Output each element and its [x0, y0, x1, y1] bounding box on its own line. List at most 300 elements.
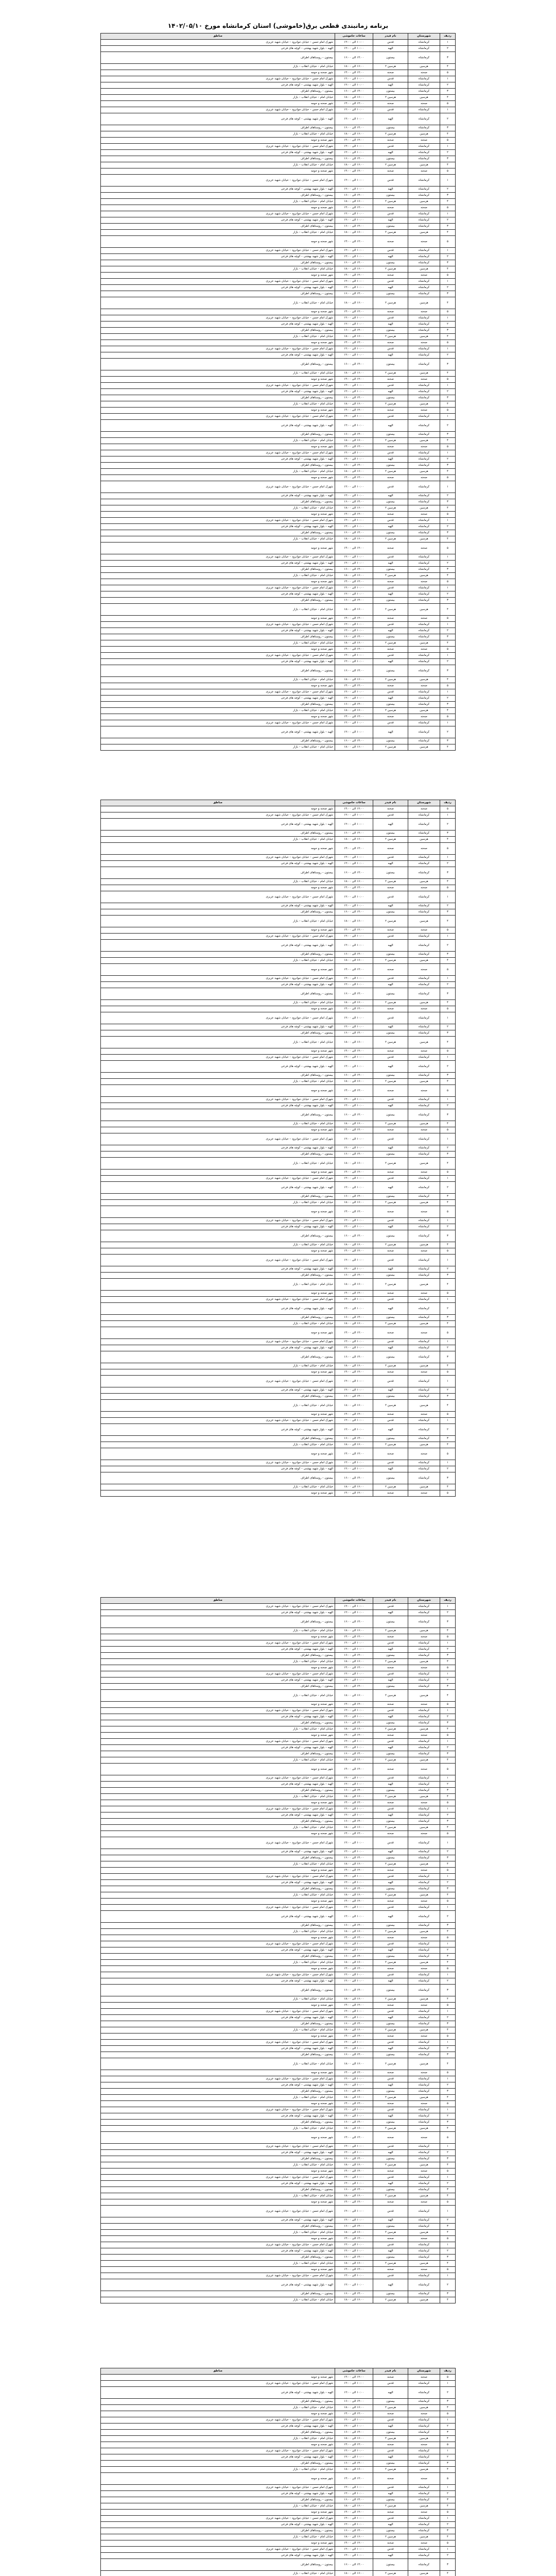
cell-time: ۱۶:۰۰ الی ۱۸:۰۰: [335, 2436, 373, 2442]
cell-areas: خیابان امام – خیابان انقلاب – بازار: [101, 401, 335, 408]
table-row: [101, 819, 456, 831]
cell-shahrestan: صحنه: [408, 2411, 440, 2417]
cell-radif: ۵: [440, 1412, 456, 1418]
table-row: [101, 309, 456, 315]
table-row: [101, 2150, 456, 2156]
cell-feeder: الهیه: [373, 726, 408, 738]
cell-radif: ۳: [440, 395, 456, 401]
table-row: [101, 1085, 456, 1097]
cell-time: ۱۴:۰۰ الی ۱۶:۰۰: [335, 988, 373, 1000]
cell-areas: بیستون – روستاهای اطراف: [101, 2399, 335, 2405]
cell-areas: شهر صحنه و حومه: [101, 2033, 335, 2040]
cell-radif: ۴: [440, 1628, 456, 1634]
table-row: [101, 1806, 456, 1812]
cell-time: ۱۰:۰۰ الی ۱۲:۰۰: [335, 1133, 373, 1145]
cell-shahrestan: کرمانشاه: [408, 1788, 440, 1794]
table-row: [101, 683, 456, 689]
cell-areas: الهیه – بلوار شهید بهشتی – کوچه های فرعی: [101, 696, 335, 702]
cell-time: ۱۴:۰۰ الی ۱۶:۰۰: [335, 2399, 373, 2405]
table-row: [101, 598, 456, 604]
cell-time: ۱۲:۰۰ الی ۱۴:۰۰: [335, 309, 373, 315]
cell-radif: ۳: [440, 1684, 456, 1690]
cell-feeder: هرسین ۲: [373, 1960, 408, 1966]
table-row: [101, 101, 456, 107]
cell-radif: ۲: [440, 46, 456, 52]
cell-feeder: هرسین ۲: [373, 1484, 408, 1490]
cell-radif: ۵: [440, 2510, 456, 2516]
cell-areas: الهیه – بلوار شهید بهشتی – کوچه های فرعی: [101, 2248, 335, 2255]
cell-radif: ۲: [440, 1182, 456, 1194]
cell-areas: شهرک امام حسن – خیابان جوانرود – خیابان شهید عزیزی: [101, 2381, 335, 2387]
table-row: [101, 2224, 456, 2230]
cell-shahrestan: صحنه: [408, 1490, 440, 1497]
cell-time: ۱۶:۰۰ الی ۱۸:۰۰: [335, 1929, 373, 1935]
cell-feeder: قدس: [373, 812, 408, 819]
cell-areas: بیستون – روستاهای اطراف: [101, 1819, 335, 1825]
cell-radif: ۴: [440, 958, 456, 964]
table-row: [101, 1665, 456, 1671]
cell-feeder: قدس: [373, 1460, 408, 1466]
cell-feeder: الهیه: [373, 2217, 408, 2224]
cell-radif: ۳: [440, 2224, 456, 2230]
table-row: [101, 1954, 456, 1960]
cell-shahrestan: کرمانشاه: [408, 598, 440, 604]
table-row: [101, 2436, 456, 2442]
cell-feeder: قدس: [373, 1133, 408, 1145]
cell-areas: بیستون – روستاهای اطراف: [101, 1073, 335, 1079]
cell-radif: ۴: [440, 1794, 456, 1800]
cell-radif: ۳: [440, 499, 456, 505]
cell-feeder: الهیه: [373, 1024, 408, 1030]
cell-shahrestan: هرسین: [408, 1794, 440, 1800]
cell-feeder: بیستون: [373, 1855, 408, 1861]
table-row: [101, 297, 456, 309]
table-row: [101, 1103, 456, 1109]
cell-time: ۱۰:۰۰ الی ۱۲:۰۰: [335, 40, 373, 46]
table-row: [101, 1151, 456, 1158]
table-row: [101, 1751, 456, 1757]
cell-feeder: هرسین ۲: [373, 958, 408, 964]
cell-shahrestan: صحنه: [408, 1899, 440, 1905]
cell-shahrestan: هرسین: [408, 1628, 440, 1634]
cell-time: ۱۰:۰۰ الی ۱۲:۰۰: [335, 2424, 373, 2430]
cell-time: ۱۴:۰۰ الی ۱۶:۰۰: [335, 1788, 373, 1794]
cell-feeder: بیستون: [373, 432, 408, 438]
cell-feeder: الهیه: [373, 940, 408, 952]
table-row: [101, 2442, 456, 2448]
cell-radif: ۲: [440, 187, 456, 193]
cell-feeder: بیستون: [373, 328, 408, 334]
cell-radif: ۲: [440, 1782, 456, 1788]
cell-shahrestan: صحنه: [408, 309, 440, 315]
cell-shahrestan: صحنه: [408, 579, 440, 585]
cell-areas: شهر صحنه و حومه: [101, 2199, 335, 2206]
table-row: [101, 1387, 456, 1394]
cell-areas: الهیه – بلوار شهید بهشتی – کوچه های فرعی: [101, 1714, 335, 1720]
cell-time: ۱۶:۰۰ الی ۱۸:۰۰: [335, 1996, 373, 2003]
cell-radif: ۳: [440, 463, 456, 469]
cell-areas: الهیه – بلوار شهید بهشتی – کوچه های فرعی: [101, 2491, 335, 2497]
cell-feeder: قدس: [373, 1806, 408, 1812]
cell-shahrestan: صحنه: [408, 714, 440, 720]
cell-areas: خیابان امام – خیابان انقلاب – بازار: [101, 1363, 335, 1369]
cell-time: ۱۲:۰۰ الی ۱۴:۰۰: [335, 512, 373, 518]
cell-radif: ۳: [440, 1616, 456, 1628]
table-row: [101, 82, 456, 89]
table-row: [101, 469, 456, 475]
cell-time: ۱۶:۰۰ الی ۱۸:۰۰: [335, 1659, 373, 1665]
cell-areas: شهرک امام حسن – خیابان جوانرود – خیابان شهید عزیزی: [101, 1837, 335, 1849]
cell-radif: ۵: [440, 2236, 456, 2242]
table-row: [101, 254, 456, 260]
cell-time: ۱۰:۰۰ الی ۱۲:۰۰: [335, 2175, 373, 2181]
cell-time: ۱۴:۰۰ الی ۱۶:۰۰: [335, 193, 373, 199]
cell-areas: شهرک امام حسن – خیابان جوانرود – خیابان شهید عزیزی: [101, 1176, 335, 1182]
cell-radif: ۱: [440, 1297, 456, 1303]
cell-shahrestan: صحنه: [408, 1665, 440, 1671]
cell-shahrestan: هرسین: [408, 573, 440, 579]
cell-time: ۱۶:۰۰ الی ۱۸:۰۰: [335, 1000, 373, 1006]
cell-radif: ۳: [440, 530, 456, 536]
table-row: [101, 1880, 456, 1886]
cell-shahrestan: صحنه: [408, 444, 440, 450]
cell-areas: خیابان امام – خیابان انقلاب – بازار: [101, 438, 335, 444]
cell-areas: شهرک امام حسن – خیابان جوانرود – خیابان شهید عزیزی: [101, 585, 335, 591]
cell-feeder: بیستون: [373, 702, 408, 708]
cell-areas: خیابان امام – خیابان انقلاب – بازار: [101, 708, 335, 714]
cell-areas: شهر صحنه و حومه: [101, 806, 335, 812]
cell-radif: ۴: [440, 1400, 456, 1412]
cell-radif: ۵: [440, 885, 456, 891]
table-row: [101, 2015, 456, 2021]
cell-areas: شهر صحنه و حومه: [101, 2473, 335, 2485]
cell-areas: خیابان امام – خیابان انقلاب – بازار: [101, 744, 335, 751]
cell-radif: ۱: [440, 812, 456, 819]
cell-radif: ۳: [440, 867, 456, 879]
cell-shahrestan: کرمانشاه: [408, 1424, 440, 1436]
cell-areas: بیستون – روستاهای اطراف: [101, 1030, 335, 1037]
cell-time: ۱۴:۰۰ الی ۱۶:۰۰: [335, 260, 373, 266]
cell-feeder: بیستون: [373, 2399, 408, 2405]
cell-feeder: الهیه: [373, 2150, 408, 2156]
cell-time: ۱۲:۰۰ الی ۱۴:۰۰: [335, 1764, 373, 1775]
cell-time: ۱۲:۰۰ الی ۱۴:۰۰: [335, 205, 373, 211]
cell-feeder: هرسین ۲: [373, 2467, 408, 2473]
cell-shahrestan: کرمانشاه: [408, 561, 440, 567]
table-row: [101, 1788, 456, 1794]
cell-areas: خیابان امام – خیابان انقلاب – بازار: [101, 1442, 335, 1448]
table-row: [101, 1671, 456, 1677]
cell-shahrestan: کرمانشاه: [408, 1978, 440, 1985]
table-row: [101, 199, 456, 205]
cell-time: ۱۴:۰۰ الی ۱۶:۰۰: [335, 2120, 373, 2126]
cell-time: ۱۲:۰۰ الی ۱۴:۰۰: [335, 543, 373, 554]
cell-shahrestan: کرمانشاه: [408, 1182, 440, 1194]
cell-time: ۱۲:۰۰ الی ۱۴:۰۰: [335, 408, 373, 414]
cell-time: ۱۴:۰۰ الی ۱۶:۰۰: [335, 1684, 373, 1690]
cell-radif: ۴: [440, 2261, 456, 2267]
table-row: [101, 2571, 456, 2576]
cell-shahrestan: کرمانشاه: [408, 2291, 440, 2297]
table-row: [101, 964, 456, 976]
table-row: [101, 861, 456, 867]
cell-shahrestan: کرمانشاه: [408, 224, 440, 230]
cell-time: ۱۰:۰۰ الی ۱۲:۰۰: [335, 819, 373, 831]
cell-shahrestan: کرمانشاه: [408, 463, 440, 469]
cell-time: ۱۰:۰۰ الی ۱۲:۰۰: [335, 1266, 373, 1273]
cell-feeder: الهیه: [373, 1978, 408, 1985]
cell-shahrestan: کرمانشاه: [408, 1097, 440, 1103]
cell-shahrestan: صحنه: [408, 543, 440, 554]
table-row: [101, 1224, 456, 1230]
table-row: [101, 1985, 456, 1996]
cell-radif: ۴: [440, 1200, 456, 1206]
cell-areas: الهیه – بلوار شهید بهشتی – کوچه های فرعی: [101, 1424, 335, 1436]
cell-radif: ۴: [440, 2571, 456, 2576]
cell-time: ۱۴:۰۰ الی ۱۶:۰۰: [335, 1315, 373, 1321]
cell-time: ۱۲:۰۰ الی ۱۴:۰۰: [335, 2199, 373, 2206]
cell-areas: خیابان امام – خیابان انقلاب – بازار: [101, 2503, 335, 2510]
cell-feeder: بیستون: [373, 2187, 408, 2193]
table-row: [101, 456, 456, 463]
cell-areas: الهیه – بلوار شهید بهشتی – کوچه های فرعی: [101, 150, 335, 156]
cell-feeder: هرسین ۲: [373, 64, 408, 70]
cell-feeder: بیستون: [373, 2528, 408, 2534]
cell-feeder: بیستون: [373, 1684, 408, 1690]
cell-time: ۱۰:۰۰ الی ۱۲:۰۰: [335, 2076, 373, 2082]
cell-feeder: قدس: [373, 1255, 408, 1266]
cell-radif: ۳: [440, 224, 456, 230]
cell-time: ۱۲:۰۰ الی ۱۴:۰۰: [335, 2375, 373, 2381]
cell-time: ۱۴:۰۰ الی ۱۶:۰۰: [335, 1073, 373, 1079]
cell-feeder: الهیه: [373, 1266, 408, 1273]
cell-feeder: بیستون: [373, 867, 408, 879]
cell-radif: ۱: [440, 383, 456, 389]
cell-shahrestan: کرمانشاه: [408, 2255, 440, 2261]
cell-radif: ۵: [440, 806, 456, 812]
cell-feeder: قدس: [373, 346, 408, 352]
cell-areas: الهیه – بلوار شهید بهشتی – کوچه های فرعی: [101, 1647, 335, 1653]
cell-time: ۱۴:۰۰ الی ۱۶:۰۰: [335, 1030, 373, 1037]
table-row: [101, 812, 456, 819]
cell-feeder: صحنه: [373, 2070, 408, 2076]
cell-areas: خیابان امام – خیابان انقلاب – بازار: [101, 370, 335, 377]
table-row: [101, 217, 456, 224]
table-row: [101, 52, 456, 64]
table-row: [101, 2175, 456, 2181]
cell-shahrestan: کرمانشاه: [408, 1436, 440, 1442]
cell-radif: ۱: [440, 248, 456, 254]
cell-time: ۱۴:۰۰ الی ۱۶:۰۰: [335, 2089, 373, 2095]
header-feeder: نام فیدر: [373, 33, 408, 40]
cell-time: ۱۶:۰۰ الی ۱۸:۰۰: [335, 2297, 373, 2303]
cell-radif: ۴: [440, 469, 456, 475]
cell-areas: شهر صحنه و حومه: [101, 444, 335, 450]
cell-radif: ۴: [440, 64, 456, 70]
cell-time: ۱۰:۰۰ الی ۱۲:۰۰: [335, 1339, 373, 1345]
cell-radif: ۴: [440, 2162, 456, 2168]
cell-areas: خیابان امام – خیابان انقلاب – بازار: [101, 1242, 335, 1248]
cell-feeder: بیستون: [373, 1923, 408, 1929]
cell-feeder: قدس: [373, 1972, 408, 1978]
cell-radif: ۳: [440, 432, 456, 438]
cell-areas: خیابان امام – خیابان انقلاب – بازار: [101, 1400, 335, 1412]
table-row: [101, 1412, 456, 1418]
table-row: [101, 1206, 456, 1218]
cell-time: ۱۶:۰۰ الی ۱۸:۰۰: [335, 64, 373, 70]
cell-time: ۱۲:۰۰ الی ۱۴:۰۰: [335, 2132, 373, 2144]
cell-radif: ۲: [440, 493, 456, 499]
cell-feeder: الهیه: [373, 254, 408, 260]
cell-radif: ۳: [440, 831, 456, 837]
cell-areas: بیستون – روستاهای اطراف: [101, 291, 335, 297]
cell-shahrestan: کرمانشاه: [408, 653, 440, 659]
cell-areas: شهر صحنه و حومه: [101, 2375, 335, 2381]
table-row: [101, 2003, 456, 2009]
table-row: [101, 273, 456, 279]
cell-areas: شهرک امام حسن – خیابان جوانرود – خیابان شهید عزیزی: [101, 1739, 335, 1745]
cell-radif: ۲: [440, 2082, 456, 2089]
cell-feeder: بیستون: [373, 395, 408, 401]
cell-shahrestan: کرمانشاه: [408, 481, 440, 493]
cell-radif: ۴: [440, 1079, 456, 1085]
cell-shahrestan: کرمانشاه: [408, 585, 440, 591]
cell-areas: شهر صحنه و حومه: [101, 512, 335, 518]
cell-radif: ۱: [440, 1460, 456, 1466]
cell-time: ۱۴:۰۰ الی ۱۶:۰۰: [335, 1273, 373, 1279]
cell-feeder: بیستون: [373, 738, 408, 744]
cell-radif: ۲: [440, 113, 456, 125]
cell-radif: ۳: [440, 89, 456, 95]
cell-shahrestan: کرمانشاه: [408, 2144, 440, 2150]
cell-time: ۱۰:۰۰ الی ۱۲:۰۰: [335, 2279, 373, 2291]
table-row: [101, 659, 456, 665]
cell-feeder: صحنه: [373, 377, 408, 383]
cell-radif: ۳: [440, 598, 456, 604]
cell-feeder: صحنه: [373, 1412, 408, 1418]
cell-radif: ۴: [440, 370, 456, 377]
cell-areas: خیابان امام – خیابان انقلاب – بازار: [101, 1861, 335, 1868]
cell-feeder: بیستون: [373, 89, 408, 95]
cell-feeder: بیستون: [373, 125, 408, 131]
cell-feeder: قدس: [373, 1905, 408, 1911]
cell-feeder: الهیه: [373, 1849, 408, 1855]
cell-shahrestan: کرمانشاه: [408, 2497, 440, 2503]
cell-radif: ۵: [440, 273, 456, 279]
cell-time: ۱۶:۰۰ الی ۱۸:۰۰: [335, 1079, 373, 1085]
cell-time: ۱۴:۰۰ الی ۱۶:۰۰: [335, 432, 373, 438]
cell-shahrestan: کرمانشاه: [408, 1739, 440, 1745]
cell-radif: ۴: [440, 2467, 456, 2473]
cell-areas: الهیه – بلوار شهید بهشتی – کوچه های فرعی: [101, 82, 335, 89]
cell-radif: ۴: [440, 2405, 456, 2411]
table-row: [101, 1757, 456, 1764]
cell-feeder: بیستون: [373, 1886, 408, 1892]
table-row: [101, 46, 456, 52]
cell-feeder: هرسین ۲: [373, 2261, 408, 2267]
table-row: [101, 2553, 456, 2559]
cell-time: ۱۴:۰۰ الی ۱۶:۰۰: [335, 1351, 373, 1363]
cell-radif: ۱: [440, 1972, 456, 1978]
table-row: [101, 1012, 456, 1024]
cell-feeder: صحنه: [373, 647, 408, 653]
cell-areas: خیابان امام – خیابان انقلاب – بازار: [101, 837, 335, 843]
cell-time: ۱۴:۰۰ الی ۱۶:۰۰: [335, 2187, 373, 2193]
cell-feeder: قدس: [373, 1837, 408, 1849]
cell-shahrestan: کرمانشاه: [408, 2522, 440, 2528]
cell-time: ۱۰:۰۰ الی ۱۲:۰۰: [335, 1880, 373, 1886]
table-row: [101, 1960, 456, 1966]
cell-shahrestan: هرسین: [408, 1442, 440, 1448]
cell-time: ۱۲:۰۰ الی ۱۴:۰۰: [335, 2510, 373, 2516]
cell-shahrestan: کرمانشاه: [408, 1176, 440, 1182]
cell-areas: بیستون – روستاهای اطراف: [101, 224, 335, 230]
cell-radif: ۵: [440, 1291, 456, 1297]
cell-time: ۱۲:۰۰ الی ۱۴:۰۰: [335, 101, 373, 107]
cell-areas: بیستون – روستاهای اطراف: [101, 2021, 335, 2027]
cell-feeder: صحنه: [373, 408, 408, 414]
cell-shahrestan: صحنه: [408, 647, 440, 653]
table-row: [101, 414, 456, 420]
cell-radif: ۱: [440, 2175, 456, 2181]
cell-radif: ۱: [440, 1339, 456, 1345]
cell-time: ۱۰:۰۰ الی ۱۲:۰۰: [335, 1911, 373, 1923]
table-row: [101, 236, 456, 248]
cell-areas: شهر صحنه و حومه: [101, 1665, 335, 1671]
cell-feeder: الهیه: [373, 2279, 408, 2291]
cell-feeder: بیستون: [373, 1616, 408, 1628]
cell-feeder: بیستون: [373, 463, 408, 469]
table-row: [101, 988, 456, 1000]
cell-areas: الهیه – بلوار شهید بهشتی – کوچه های فرعی: [101, 1182, 335, 1194]
cell-radif: ۲: [440, 659, 456, 665]
cell-time: ۱۶:۰۰ الی ۱۸:۰۰: [335, 469, 373, 475]
cell-time: ۱۴:۰۰ الی ۱۶:۰۰: [335, 738, 373, 744]
cell-radif: ۵: [440, 205, 456, 211]
table-row: [101, 2297, 456, 2303]
table-row: [101, 2540, 456, 2547]
cell-radif: ۱: [440, 934, 456, 940]
cell-shahrestan: کرمانشاه: [408, 2040, 440, 2046]
table-row: [101, 2206, 456, 2217]
cell-shahrestan: هرسین: [408, 1321, 440, 1327]
cell-radif: ۴: [440, 2436, 456, 2442]
table-row: [101, 744, 456, 751]
cell-feeder: هرسین ۲: [373, 1200, 408, 1206]
cell-shahrestan: هرسین: [408, 230, 440, 236]
cell-feeder: هرسین ۲: [373, 2162, 408, 2168]
cell-areas: الهیه – بلوار شهید بهشتی – کوچه های فرعی: [101, 493, 335, 499]
cell-time: ۱۴:۰۰ الی ۱۶:۰۰: [335, 2224, 373, 2230]
table-row: [101, 2491, 456, 2497]
cell-shahrestan: کرمانشاه: [408, 315, 440, 321]
table-row: [101, 1745, 456, 1751]
cell-shahrestan: کرمانشاه: [408, 1061, 440, 1073]
table-row: [101, 1055, 456, 1061]
cell-areas: شهرک امام حسن – خیابان جوانرود – خیابان شهید عزیزی: [101, 1972, 335, 1978]
cell-radif: ۲: [440, 819, 456, 831]
cell-shahrestan: کرمانشاه: [408, 988, 440, 1000]
cell-shahrestan: کرمانشاه: [408, 1806, 440, 1812]
cell-areas: بیستون – روستاهای اطراف: [101, 2559, 335, 2571]
cell-feeder: قدس: [373, 1097, 408, 1103]
cell-time: ۱۲:۰۰ الی ۱۴:۰۰: [335, 1733, 373, 1739]
cell-shahrestan: هرسین: [408, 677, 440, 683]
table-row: [101, 1460, 456, 1466]
table-row: [101, 1684, 456, 1690]
cell-radif: ۱: [440, 481, 456, 493]
cell-shahrestan: کرمانشاه: [408, 1923, 440, 1929]
